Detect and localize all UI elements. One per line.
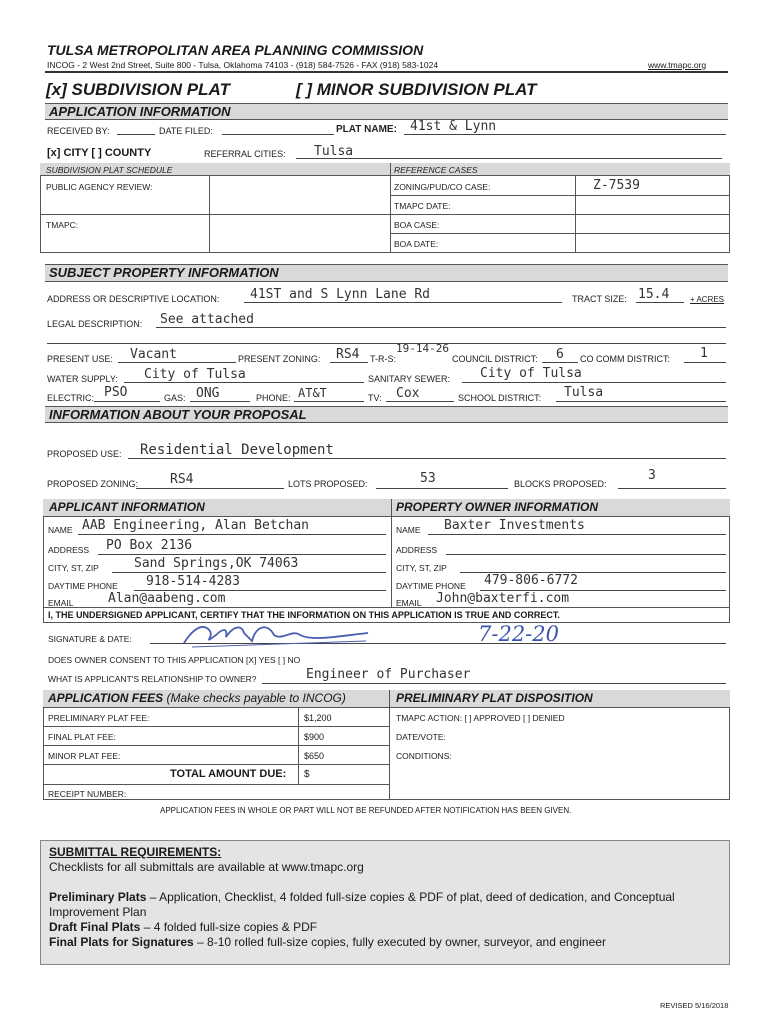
proposed-zoning-line <box>136 488 284 489</box>
boa-date-label: BOA DATE: <box>394 239 439 249</box>
schedule-table <box>40 163 730 253</box>
legal-description-label: LEGAL DESCRIPTION: <box>47 319 143 329</box>
blocks-proposed-value[interactable]: 3 <box>648 468 656 483</box>
city-county-option[interactable]: [x] CITY [ ] COUNTY <box>47 147 152 159</box>
minor-subdivision-option[interactable]: [ ] MINOR SUBDIVISION PLAT <box>296 80 537 99</box>
minor-fee-amount: $650 <box>304 751 325 761</box>
zoning-case-label: ZONING/PUD/CO CASE: <box>394 182 491 192</box>
gas-line <box>190 401 250 402</box>
owner-name-label: NAME <box>396 525 421 535</box>
table-rule <box>390 195 730 196</box>
submittal-title: SUBMITTAL REQUIREMENTS: <box>49 845 222 859</box>
phone-utility-value[interactable]: AT&T <box>298 386 327 400</box>
zoning-case-value[interactable]: Z-7539 <box>593 178 640 193</box>
owner-phone-label: DAYTIME PHONE <box>396 581 466 591</box>
trs-value[interactable]: 19-14-26 <box>396 342 449 355</box>
date-filed-label: DATE FILED: <box>159 126 213 136</box>
org-title: TULSA METROPOLITAN AREA PLANNING COMMISSION <box>47 42 424 58</box>
final-text: – 8-10 rolled full-size copies, fully executed by owner, surveyor, and engineer <box>193 935 606 949</box>
table-rule <box>390 163 391 253</box>
minor-fee-label: MINOR PLAT FEE: <box>48 751 121 761</box>
tv-value[interactable]: Cox <box>396 386 420 401</box>
owner-address-field[interactable] <box>446 554 726 555</box>
applicant-name-label: NAME <box>48 525 73 535</box>
lots-proposed-value[interactable]: 53 <box>420 471 436 486</box>
org-address: INCOG - 2 West 2nd Street, Suite 800 - Tulsa, Oklahoma 74103 - (918) 584-7526 - FAX (918) 583-1024 <box>47 60 439 70</box>
applicant-city-line <box>112 572 386 573</box>
blocks-proposed-label: BLOCKS PROPOSED: <box>514 479 607 489</box>
tract-size-label: TRACT SIZE: <box>572 294 627 304</box>
proposed-zoning-value[interactable]: RS4 <box>170 472 194 487</box>
applicant-address-label: ADDRESS <box>48 545 90 555</box>
electric-line <box>94 401 160 402</box>
sewer-line <box>462 382 726 383</box>
preliminary-fee-label: PRELIMINARY PLAT FEE: <box>48 713 150 723</box>
table-rule <box>43 745 389 746</box>
sanitary-sewer-label: SANITARY SEWER: <box>368 374 451 384</box>
tmapc-label: TMAPC: <box>46 220 79 230</box>
school-line <box>556 401 726 402</box>
relationship-value[interactable]: Engineer of Purchaser <box>306 667 471 682</box>
school-district-label: SCHOOL DISTRICT: <box>458 393 542 403</box>
owner-info-header: PROPERTY OWNER INFORMATION <box>396 500 599 514</box>
school-district-value[interactable]: Tulsa <box>564 385 604 400</box>
owner-city-label: CITY, ST, ZIP <box>396 563 447 573</box>
applicant-info-header: APPLICANT INFORMATION <box>49 500 205 514</box>
legal-line <box>156 327 726 328</box>
applicant-address-value[interactable]: PO Box 2136 <box>106 538 193 553</box>
date-vote-label: DATE/VOTE: <box>396 732 446 742</box>
table-rule <box>575 175 576 253</box>
gas-value[interactable]: ONG <box>196 386 220 401</box>
address-line <box>244 302 562 303</box>
address-location-value[interactable]: 41ST and S Lynn Lane Rd <box>250 287 431 302</box>
final-requirements <box>49 935 606 949</box>
tract-line <box>636 302 684 303</box>
table-rule <box>390 214 730 215</box>
owner-email-label: EMAIL <box>396 598 422 608</box>
address-location-label: ADDRESS OR DESCRIPTIVE LOCATION: <box>47 294 220 304</box>
applicant-name-value[interactable]: AAB Engineering, Alan Betchan <box>82 518 309 533</box>
co-comm-district-value[interactable]: 1 <box>700 346 708 361</box>
proposed-use-value[interactable]: Residential Development <box>140 442 334 458</box>
present-use-value[interactable]: Vacant <box>130 347 177 362</box>
lots-proposed-label: LOTS PROPOSED: <box>288 479 368 489</box>
referral-line <box>296 158 722 159</box>
present-use-label: PRESENT USE: <box>47 354 113 364</box>
proposed-zoning-label: PROPOSED ZONING: <box>47 479 139 489</box>
plat-name-label: PLAT NAME: <box>336 124 397 135</box>
public-review-label: PUBLIC AGENCY REVIEW: <box>46 182 153 192</box>
applicant-phone-label: DAYTIME PHONE <box>48 581 118 591</box>
applicant-phone-value[interactable]: 918-514-4283 <box>146 574 240 589</box>
sanitary-sewer-value[interactable]: City of Tulsa <box>480 366 582 381</box>
subdivision-plat-option[interactable]: [x] SUBDIVISION PLAT <box>46 80 230 99</box>
signature-date-value[interactable]: 7-22-20 <box>478 622 559 646</box>
preliminary-requirements <box>49 890 729 920</box>
proposal-header: INFORMATION ABOUT YOUR PROPOSAL <box>45 406 728 423</box>
plat-name-value[interactable]: 41st & Lynn <box>410 119 497 134</box>
table-rule <box>43 764 389 765</box>
tract-size-value[interactable]: 15.4 <box>638 287 670 302</box>
present-use-line <box>118 362 236 363</box>
legal-description-value[interactable]: See attached <box>160 312 254 327</box>
subject-property-header: SUBJECT PROPERTY INFORMATION <box>45 264 728 282</box>
co-comm-district-label: CO COMM DISTRICT: <box>580 354 670 364</box>
draft-text: – 4 folded full-size copies & PDF <box>140 920 318 934</box>
fees-title: APPLICATION FEES <box>48 691 164 705</box>
header-rule <box>45 71 728 73</box>
lots-line <box>376 488 508 489</box>
phone-utility-label: PHONE: <box>256 393 291 403</box>
applicant-city-value[interactable]: Sand Springs,OK 74063 <box>134 556 299 571</box>
table-rule <box>43 516 730 517</box>
proposed-use-line <box>128 458 726 459</box>
schedule-title: SUBDIVISION PLAT SCHEDULE <box>46 165 173 175</box>
acres-label: + ACRES <box>690 295 725 304</box>
applicant-name-line <box>78 534 386 535</box>
trs-label: T-R-S: <box>370 354 396 364</box>
signature-date-label: SIGNATURE & DATE: <box>48 634 132 644</box>
table-rule <box>389 690 390 800</box>
refund-note: APPLICATION FEES IN WHOLE OR PART WILL NOT BE REFUNDED AFTER NOTIFICATION HAS BEEN GIVEN. <box>160 806 572 815</box>
conditions-label: CONDITIONS: <box>396 751 452 761</box>
table-rule <box>209 175 210 253</box>
legal-line-2 <box>47 343 726 344</box>
draft-label: Draft Final Plats <box>49 920 141 934</box>
applicant-email-label: EMAIL <box>48 598 74 608</box>
relationship-label: WHAT IS APPLICANT'S RELATIONSHIP TO OWNER? <box>48 674 257 684</box>
referral-cities-label: REFERRAL CITIES: <box>204 149 286 159</box>
receipt-number-label: RECEIPT NUMBER: <box>48 789 127 799</box>
table-rule <box>40 175 730 176</box>
reference-title: REFERENCE CASES <box>394 165 478 175</box>
council-district-value[interactable]: 6 <box>556 347 564 362</box>
plat-name-line <box>404 134 726 135</box>
council-line <box>542 362 578 363</box>
water-supply-value[interactable]: City of Tulsa <box>144 367 246 382</box>
received-by-field[interactable] <box>117 134 155 135</box>
blocks-line <box>618 488 726 489</box>
proposed-use-label: PROPOSED USE: <box>47 449 122 459</box>
certify-statement: I, THE UNDERSIGNED APPLICANT, CERTIFY THAT THE INFORMATION ON THIS APPLICATION IS TRUE AND CORRECT. <box>48 610 560 620</box>
phone-utility-line <box>294 401 364 402</box>
preliminary-fee-amount: $1,200 <box>304 713 332 723</box>
disposition-header: PRELIMINARY PLAT DISPOSITION <box>396 691 593 705</box>
council-district-label: COUNCIL DISTRICT: <box>452 354 538 364</box>
electric-value[interactable]: PSO <box>104 385 128 400</box>
co-comm-line <box>684 362 726 363</box>
owner-name-line <box>428 534 726 535</box>
tv-line <box>386 401 454 402</box>
preliminary-label: Preliminary Plats <box>49 890 147 904</box>
fees-note: (Make checks payable to INCOG) <box>166 691 346 705</box>
applicant-city-label: CITY, ST, ZIP <box>48 563 99 573</box>
table-rule <box>40 214 390 215</box>
tmapc-date-label: TMAPC DATE: <box>394 201 451 211</box>
submittal-checklist: Checklists for all submittals are available at www.tmapc.org <box>49 860 364 874</box>
water-supply-label: WATER SUPPLY: <box>47 374 118 384</box>
present-zoning-label: PRESENT ZONING: <box>238 354 321 364</box>
final-fee-label: FINAL PLAT FEE: <box>48 732 116 742</box>
table-rule <box>390 233 730 234</box>
table-rule <box>43 607 730 608</box>
signature-drawing[interactable] <box>182 621 372 649</box>
owner-email-value[interactable]: John@baxterfi.com <box>436 591 570 606</box>
received-by-label: RECEIVED BY: <box>47 126 110 136</box>
total-due-label: TOTAL AMOUNT DUE: <box>170 768 287 780</box>
preliminary-text: – Application, Checklist, 4 folded full-size copies & PDF of plat, deed of dedication, and Conceptual Improvement Plan <box>49 890 675 919</box>
gas-label: GAS: <box>164 393 186 403</box>
revised-date: REVISED 5/16/2018 <box>660 1001 729 1010</box>
table-rule <box>43 726 389 727</box>
relationship-line <box>262 683 726 684</box>
present-zoning-value[interactable]: RS4 <box>336 347 360 362</box>
final-label: Final Plats for Signatures <box>49 935 194 949</box>
website-link[interactable]: www.tmapc.org <box>648 60 707 70</box>
owner-phone-value[interactable]: 479-806-6772 <box>484 573 578 588</box>
final-fee-amount: $900 <box>304 732 325 742</box>
table-rule <box>43 707 730 708</box>
applicant-email-value[interactable]: Alan@aabeng.com <box>108 591 226 606</box>
owner-address-label: ADDRESS <box>396 545 438 555</box>
present-zoning-line <box>330 362 368 363</box>
draft-requirements <box>49 920 317 934</box>
tv-label: TV: <box>368 393 382 403</box>
water-line <box>124 382 364 383</box>
tmapc-action-option[interactable]: TMAPC ACTION: [ ] APPROVED [ ] DENIED <box>396 713 565 723</box>
applicant-address-line <box>98 554 386 555</box>
total-due-value[interactable]: $ <box>304 769 310 780</box>
electric-label: ELECTRIC: <box>47 393 95 403</box>
owner-name-value[interactable]: Baxter Investments <box>444 518 585 533</box>
owner-consent-label[interactable]: DOES OWNER CONSENT TO THIS APPLICATION [X] YES [ ] NO <box>48 655 301 665</box>
boa-case-label: BOA CASE: <box>394 220 440 230</box>
application-info-header: APPLICATION INFORMATION <box>45 103 728 120</box>
referral-value[interactable]: Tulsa <box>314 144 354 159</box>
table-rule <box>43 784 389 785</box>
fees-header <box>48 691 346 705</box>
date-filed-field[interactable] <box>222 134 334 135</box>
